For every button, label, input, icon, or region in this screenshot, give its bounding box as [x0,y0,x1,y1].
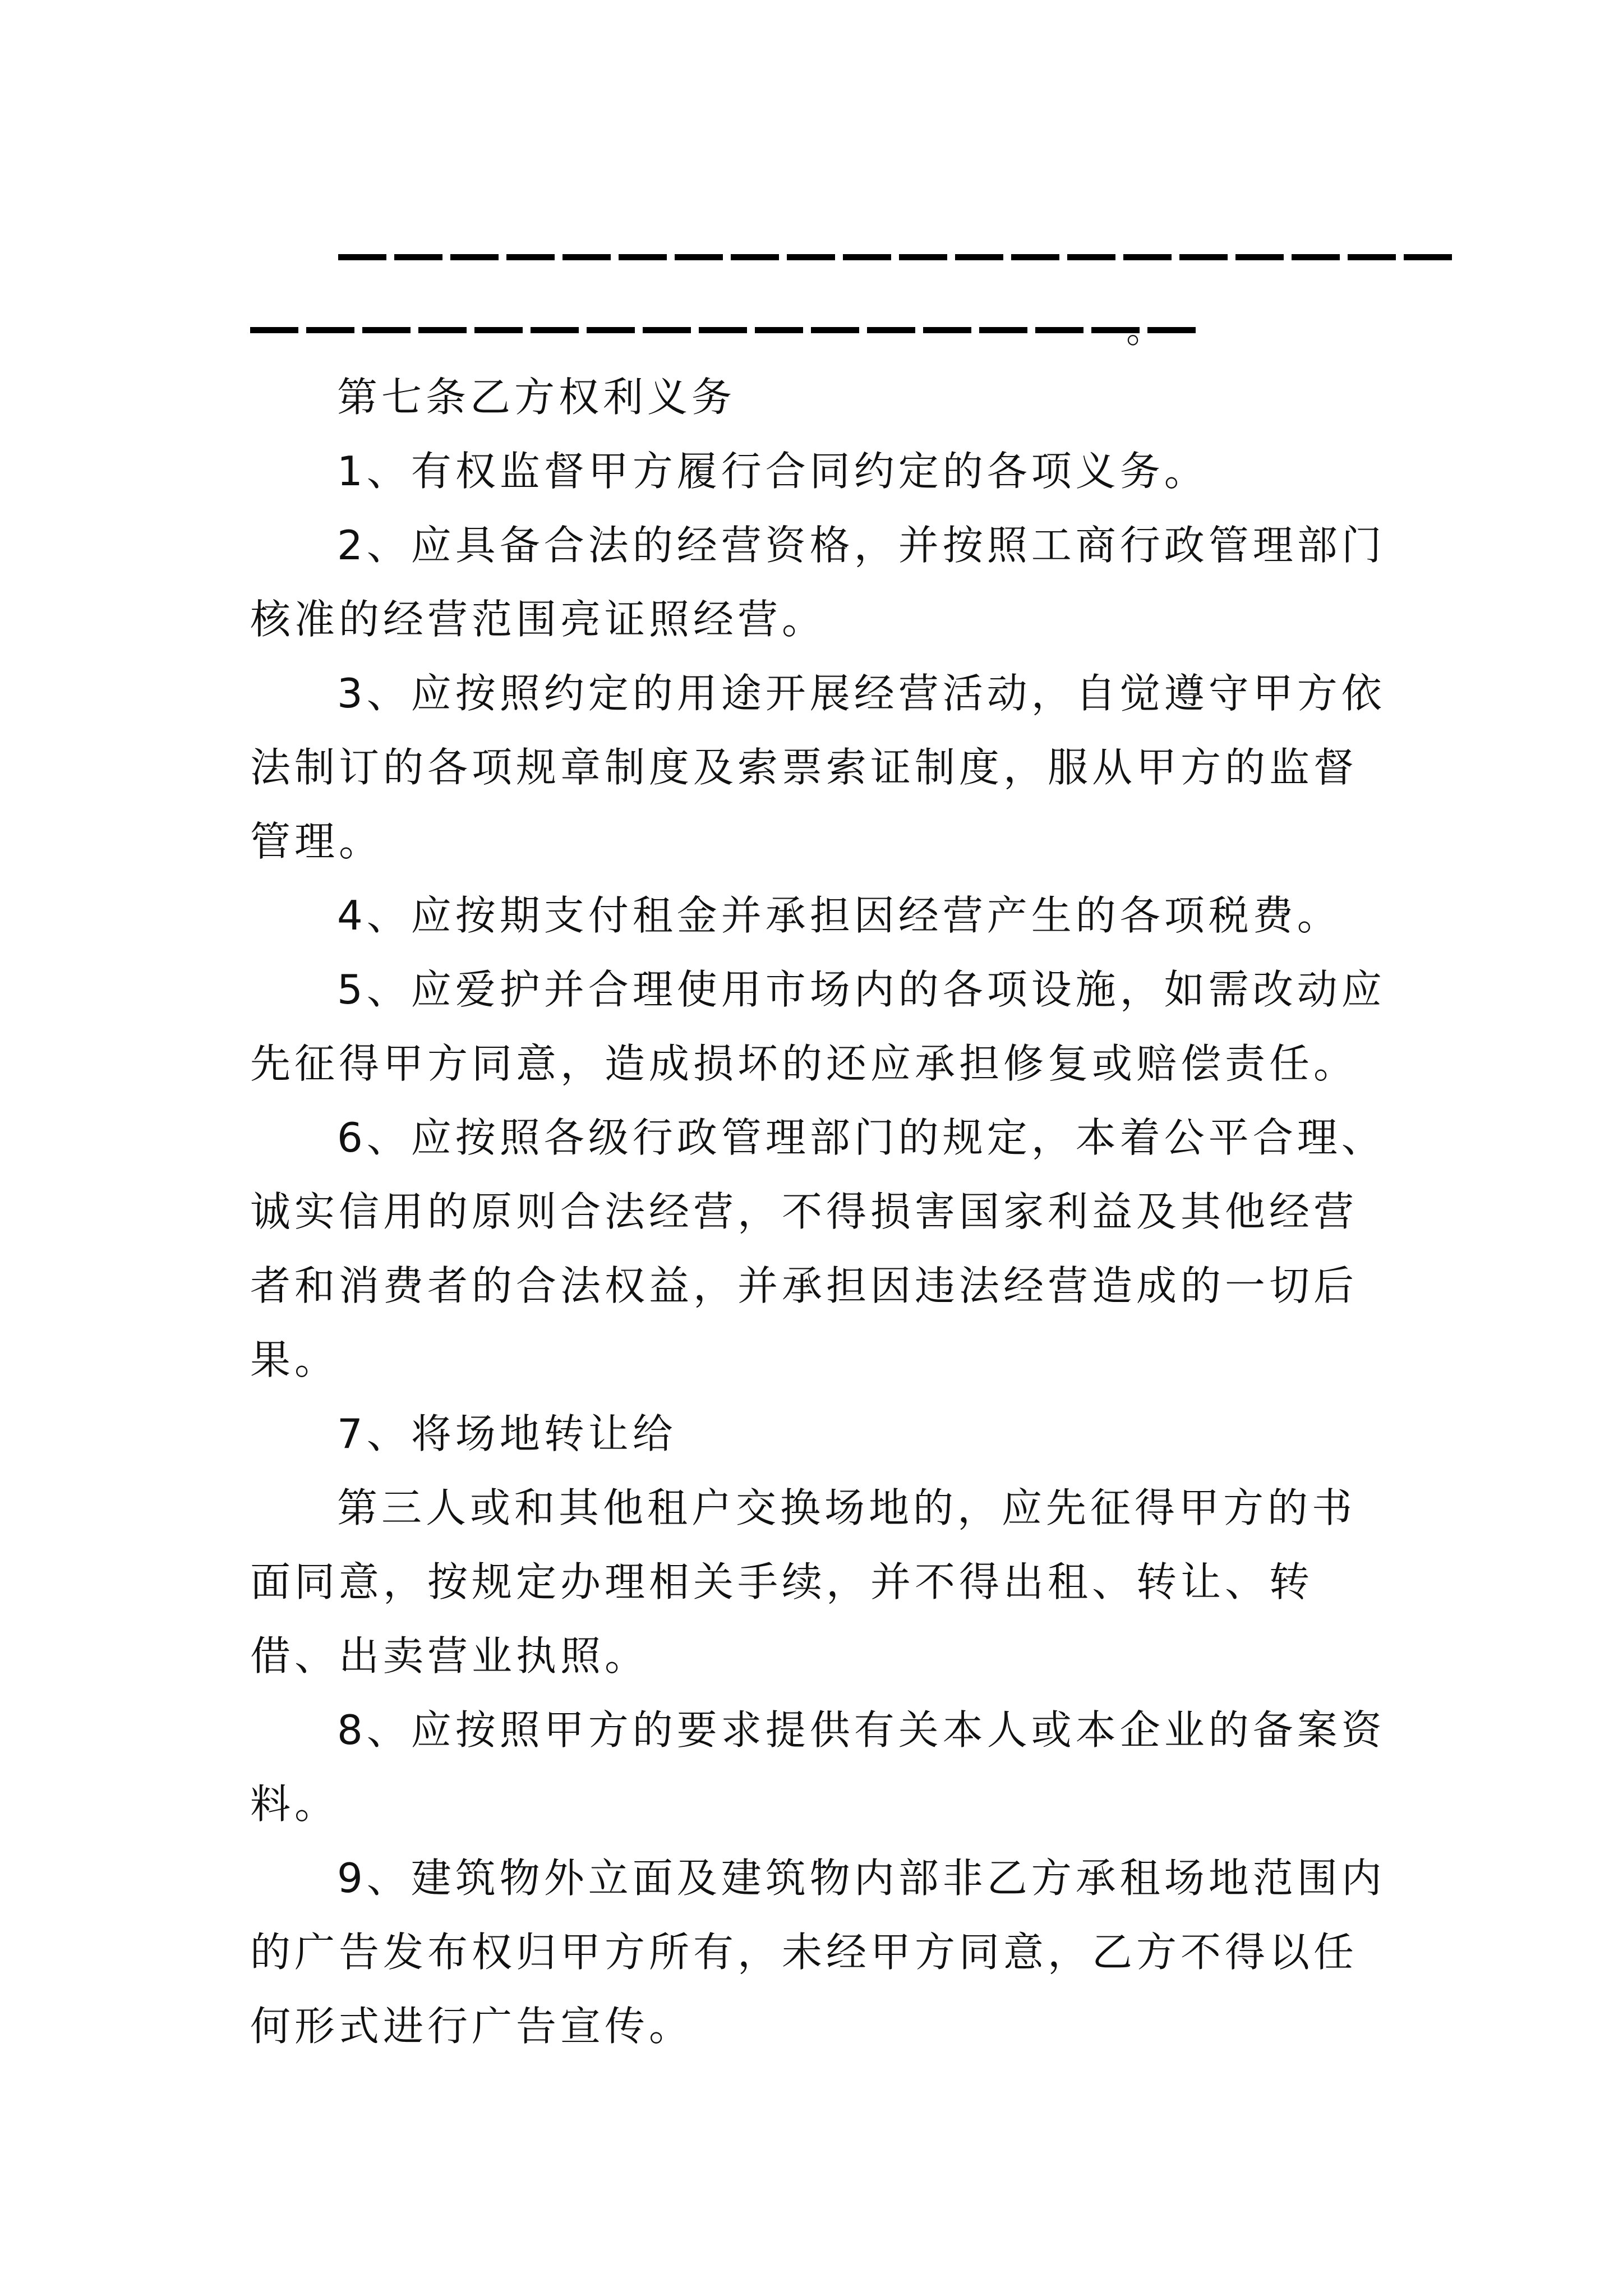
contract-body [250,360,1389,2063]
article-title: 第七条乙方权利义务 [337,374,736,421]
clause-7: 7、将场地转让给 [337,1410,677,1457]
clause-7-continued: 第三人或和其他租户交换场地的，应先征得甲方的书面同意，按规定办理相关手续，并不得出租、转让、转借、出卖营业执照。 [250,1484,1357,1680]
clause-1: 1、有权监督甲方履行合同约定的各项义务。 [337,448,1209,495]
fill-in-blank-line [250,293,1125,367]
clause-9: 9、建筑物外立面及建筑物内部非乙方承租场地范围内的广告发布权归甲方所有，未经甲方同意，乙方不得以任何形式进行广告宣传。 [250,1855,1386,2050]
clause-4: 4、应按期支付租金并承担因经营产生的各项税费。 [337,892,1341,939]
fill-in-blank-line [338,220,1378,294]
clause-5: 5、应爱护并合理使用市场内的各项设施，如需改动应先征得甲方同意，造成损坏的还应承担修复或赔偿责任。 [250,966,1386,1087]
clause-6: 6、应按照各级行政管理部门的规定，本着公平合理、诚实信用的原则合法经营，不得损害国家利益及其他经营者和消费者的合法权益，并承担因违法经营造成的一切后果。 [250,1114,1386,1383]
clause-2: 2、应具备合法的经营资格，并按照工商行政管理部门核准的经营范围亮证照经营。 [250,522,1386,643]
clause-8: 8、应按照甲方的要求提供有关本人或本企业的备案资料。 [250,1706,1386,1828]
clause-3: 3、应按照约定的用途开展经营活动，自觉遵守甲方依法制订的各项规章制度及索票索证制度，服从甲方的监督管理。 [250,670,1386,865]
blank-line-end-mark: 。 [1126,308,1163,351]
